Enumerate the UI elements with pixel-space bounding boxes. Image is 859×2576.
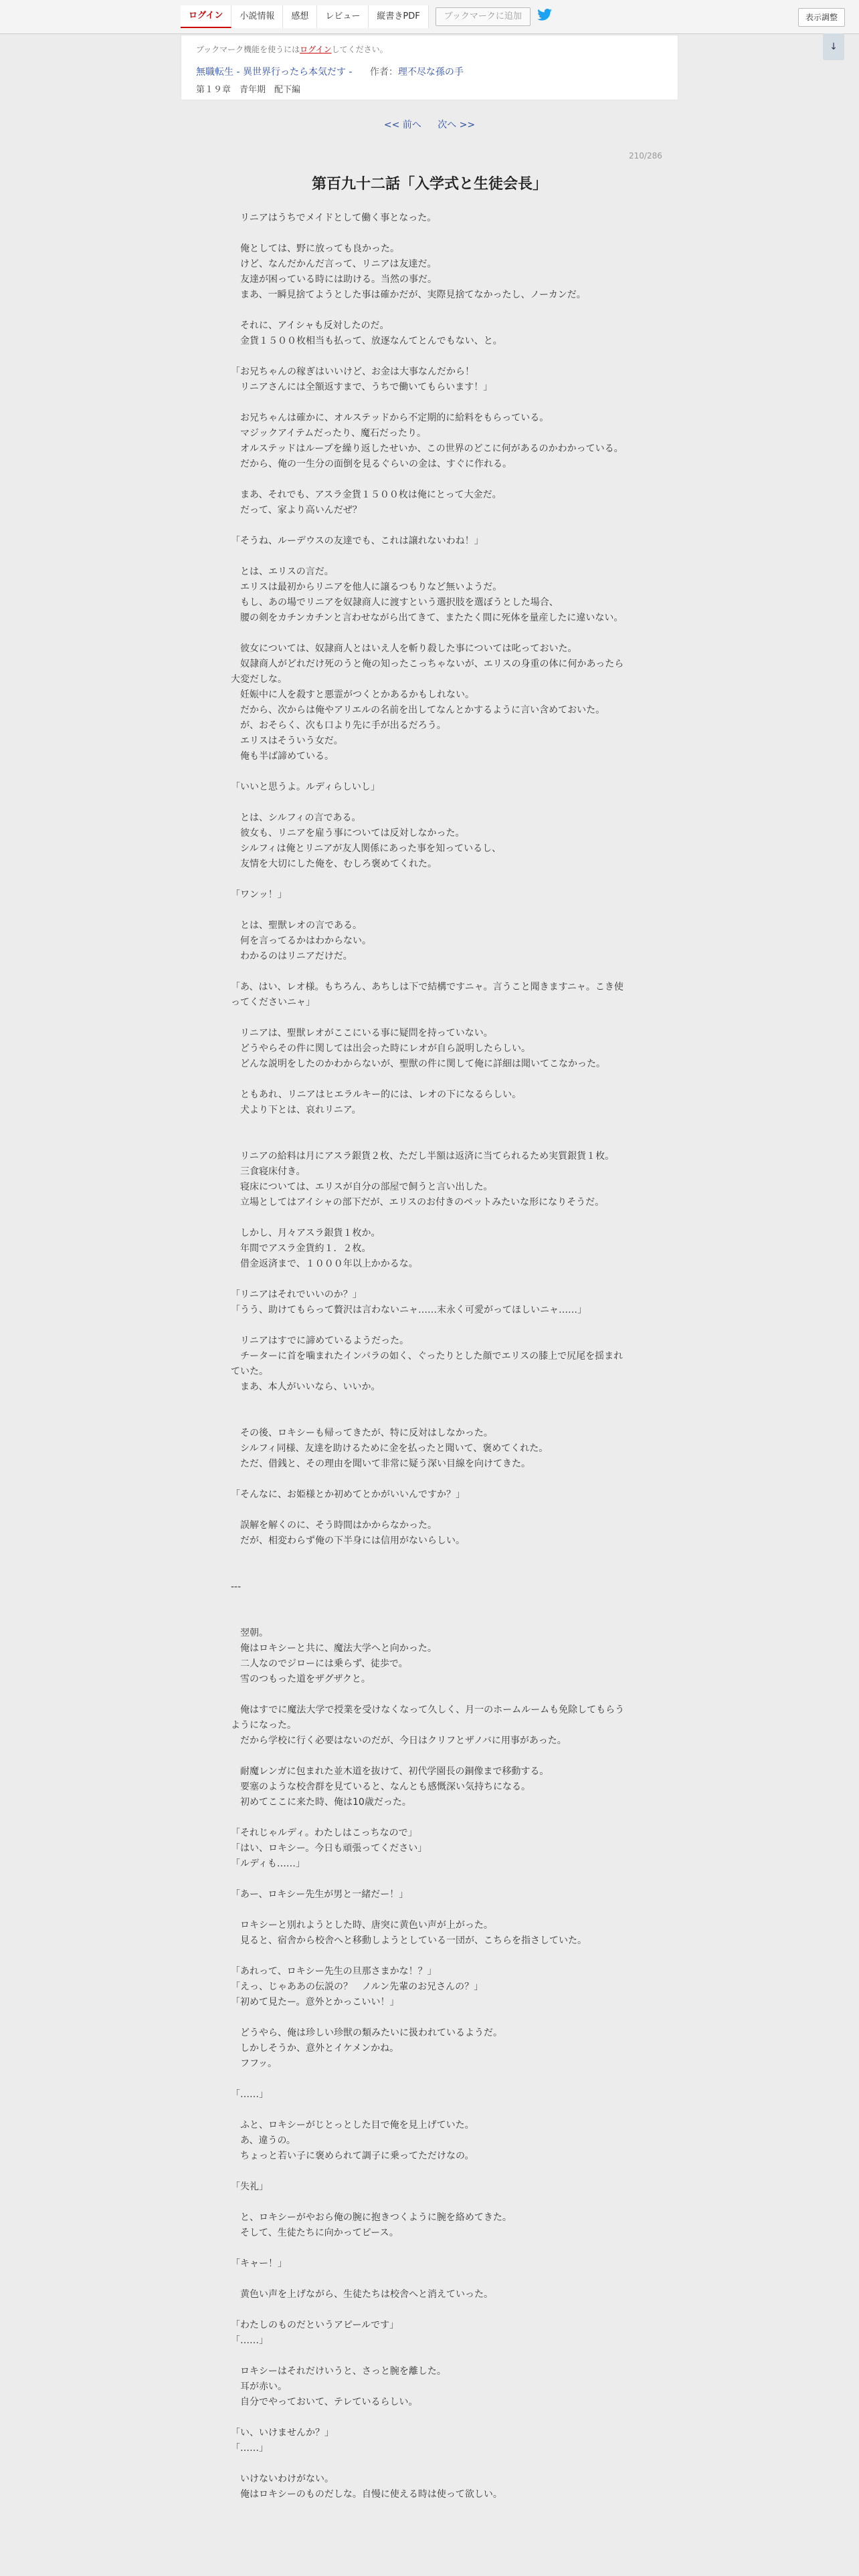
body-paragraph <box>231 2195 630 2210</box>
body-paragraph: 俺はロキシーと共に、魔法大学へと向かった。 <box>231 1643 437 1654</box>
body-paragraph: リニアはすでに諦めているようだった。 <box>231 1335 409 1346</box>
body-paragraph: いけないわけがない。 <box>231 2474 334 2484</box>
body-paragraph <box>231 1503 630 1518</box>
body-paragraph <box>231 2103 630 2118</box>
body-paragraph <box>231 2241 630 2256</box>
review-link[interactable]: レビュー <box>317 5 369 28</box>
body-paragraph: それに、アイシャも反対したのだ。 <box>231 320 389 331</box>
body-paragraph <box>231 964 630 980</box>
body-paragraph: まあ、本人がいいなら、いいか。 <box>231 1382 381 1392</box>
body-paragraph: どうやら、俺は珍しい珍獣の類みたいに扱われているようだ。 <box>231 2028 502 2038</box>
body-paragraph: とは、シルフィの言である。 <box>231 813 361 823</box>
body-paragraph <box>231 903 630 918</box>
body-paragraph: 「あー、ロキシー先生が男と一緒だー！」 <box>231 1889 409 1900</box>
body-paragraph: 三食寝床付き。 <box>231 1166 306 1177</box>
body-paragraph: 「い、いけませんか？」 <box>231 2428 334 2438</box>
body-paragraph <box>231 349 630 364</box>
body-paragraph <box>231 1318 630 1333</box>
body-paragraph: 俺はすでに魔法大学で授業を受けなくなって久しく、月一のホームルームも免除してもらうようになった。 <box>231 1705 625 1731</box>
body-paragraph: だから学校に行く必要はないのだが、今日はクリフとザノバに用事があった。 <box>231 1735 567 1746</box>
login-link[interactable]: ログイン <box>181 5 231 28</box>
body-paragraph <box>231 1595 630 1610</box>
body-paragraph <box>231 549 630 564</box>
body-paragraph: --- <box>231 1582 242 1592</box>
body-paragraph: 腰の剣をカチンカチンと言わせながら出てきて、またたく間に死体を量産したに違いない。 <box>231 613 624 623</box>
body-paragraph <box>231 2072 630 2087</box>
body-paragraph <box>231 2349 630 2364</box>
body-paragraph: 友達が困っている時には助ける。当然の事だ。 <box>231 274 437 285</box>
display-settings-button[interactable]: 表示調整 <box>798 8 845 27</box>
body-paragraph: 「わたしのものだというアピールです」 <box>231 2320 399 2331</box>
body-paragraph: まあ、それでも、アスラ金貨１５００枚は俺にとって大金だ。 <box>231 490 502 500</box>
body-paragraph: 「うう、助けてもらって贅沢は言わないニャ……末永く可愛がってほしいニャ……」 <box>231 1305 587 1315</box>
body-paragraph: 要塞のような校舎群を見ていると、なんとも感慨深い気持ちになる。 <box>231 1782 531 1792</box>
body-paragraph: とは、聖獣レオの言である。 <box>231 920 362 931</box>
body-paragraph <box>231 1549 630 1564</box>
body-paragraph: リニアは、聖獣レオがここにいる事に疑問を持っていない。 <box>231 1028 493 1039</box>
body-paragraph <box>231 2010 630 2026</box>
body-paragraph: 「あ、はい、レオ様。もちろん、あちしは下で結構ですニャ。言うこと聞きますニャ。こき使ってくださいニャ」 <box>231 982 624 1008</box>
body-paragraph <box>231 1472 630 1487</box>
body-paragraph: 友情を大切にした俺を、むしろ褒めてくれた。 <box>231 859 437 869</box>
body-paragraph: 「……」 <box>231 2089 268 2100</box>
body-paragraph: リニアさんには全額返すまで、うちで働いてもらいます！」 <box>231 382 493 393</box>
body-paragraph: まあ、一瞬見捨てようとした事は確かだが、実際見捨てなかったし、ノーカンだ。 <box>231 290 586 300</box>
body-paragraph: 何を言ってるかはわからない。 <box>231 936 371 946</box>
top-navigation-bar <box>0 0 859 34</box>
body-paragraph: リニアの給料は月にアスラ銀貨２枚、ただし半額は返済に当てられるため実質銀貨１枚。 <box>231 1151 615 1162</box>
body-paragraph <box>231 1134 630 1149</box>
body-paragraph: 彼女については、奴隷商人とはいえ人を斬り殺した事については叱っておいた。 <box>231 643 577 654</box>
body-paragraph: 自分でやっておいて、テレているらしい。 <box>231 2397 418 2407</box>
body-paragraph: 見ると、宿舎から校舎へと移動しようとしている一団が、こちらを指さしていた。 <box>231 1935 587 1946</box>
body-paragraph <box>231 1272 630 1287</box>
body-paragraph: 彼女も、リニアを雇う事については反対しなかった。 <box>231 828 465 839</box>
body-paragraph: 翌朝。 <box>231 1628 268 1638</box>
novel-body <box>231 211 630 2502</box>
body-paragraph: 「そうね、ルーデウスの友達でも、これは譲れないわね！」 <box>231 536 484 546</box>
body-paragraph: しかし、月々アスラ銀貨１枚か。 <box>231 1228 381 1239</box>
body-paragraph <box>231 472 630 488</box>
body-paragraph <box>231 1810 630 1826</box>
body-paragraph <box>231 1395 630 1410</box>
body-paragraph: エリスはそういう女だ。 <box>231 736 343 746</box>
body-paragraph: とは、エリスの言だ。 <box>231 566 334 577</box>
body-paragraph: どうやらその件に関しては出会った時にレオが自ら説明したらしい。 <box>231 1043 531 1054</box>
body-paragraph: だが、相変わらず俺の下半身には信用がないらしい。 <box>231 1535 465 1546</box>
body-paragraph: お兄ちゃんは確かに、オルステッドから不定期的に給料をもらっている。 <box>231 413 549 423</box>
body-paragraph <box>231 2272 630 2287</box>
novel-info-link[interactable]: 小説情報 <box>231 5 283 28</box>
body-paragraph: 「リニアはそれでいいのか？」 <box>231 1289 362 1300</box>
body-paragraph <box>231 1118 630 1134</box>
body-paragraph <box>231 2410 630 2426</box>
body-paragraph <box>231 2302 630 2318</box>
next-link[interactable]: 次へ >> <box>438 120 476 130</box>
body-paragraph: 借金返済まで、１０００年以上かかるな。 <box>231 1259 418 1269</box>
author-label: 作者： <box>369 67 398 78</box>
body-paragraph: 「いいと思うよ。ルディらしいし」 <box>231 782 380 792</box>
body-paragraph: 年間でアスラ金貨約１．２枚。 <box>231 1243 371 1254</box>
author-link[interactable]: 理不尽な孫の手 <box>397 67 464 78</box>
body-paragraph: 「えっ、じゃああの伝説の？ ノルン先輩のお兄さんの？」 <box>231 1981 484 1992</box>
body-paragraph: リニアはうちでメイドとして働く事となった。 <box>231 213 437 223</box>
body-paragraph: 「初めて見たー。意外とかっこいい！」 <box>231 1997 399 2008</box>
body-paragraph: 「あれって、ロキシー先生の旦那さまかな！？」 <box>231 1966 437 1977</box>
body-paragraph: 雪のつもった道をザグザクと。 <box>231 1674 371 1685</box>
body-paragraph <box>231 1949 630 1964</box>
notice-prefix: ブックマーク機能を使うには <box>196 45 300 54</box>
body-paragraph: と、ロキシーがやおら俺の腕に抱きつくように腕を絡めてきた。 <box>231 2212 512 2223</box>
body-paragraph: エリスは最初からリニアを他人に譲るつもりなど無いようだ。 <box>231 582 502 593</box>
body-paragraph <box>231 2164 630 2179</box>
body-paragraph: ロキシーと別れようとした時、唐突に黄色い声が上がった。 <box>231 1920 493 1931</box>
body-paragraph: ふと、ロキシーがじとっとした目で俺を見上げていた。 <box>231 2120 474 2131</box>
body-paragraph: 俺としては、野に放っても良かった。 <box>231 243 399 254</box>
page-number: 210/286 <box>629 151 662 160</box>
body-paragraph: チーターに首を噛まれたインパラの如く、ぐったりとした顔でエリスの膝上で尻尾を揺まれていた。 <box>231 1351 624 1377</box>
body-paragraph: 耳が赤い。 <box>231 2381 287 2392</box>
body-paragraph <box>231 226 630 241</box>
body-paragraph: 俺はロキシーのものだしな。自慢に使える時は使って欲しい。 <box>231 2489 502 2500</box>
body-paragraph: ともあれ、リニアはヒエラルキー的には、レオの下になるらしい。 <box>231 1089 522 1100</box>
body-paragraph: 「……」 <box>231 2443 268 2454</box>
body-paragraph: しかしそうか、意外とイケメンかね。 <box>231 2043 399 2054</box>
page-down-arrow-icon[interactable]: ↓ <box>823 33 844 60</box>
body-paragraph: 「ルディも……」 <box>231 1858 305 1869</box>
body-paragraph <box>231 395 630 411</box>
body-paragraph: どんな説明をしたのかわからないが、聖獣の件に関して俺に詳細は聞いてこなかった。 <box>231 1059 605 1069</box>
body-paragraph: 耐魔レンガに包まれた並木道を抜けて、初代学園長の銅像まで移動する。 <box>231 1766 549 1777</box>
body-paragraph: 「ワンッ！」 <box>231 889 287 900</box>
notice-suffix: してください。 <box>331 45 388 54</box>
body-paragraph: 「お兄ちゃんの稼ぎはいいけど、お金は大事なんだから！ <box>231 366 474 377</box>
add-bookmark-button[interactable]: ブックマークに追加 <box>436 7 531 26</box>
episode-title: 第百九十二話「入学式と生徒会長」 <box>311 176 547 193</box>
body-paragraph: あ、違うの。 <box>231 2135 296 2146</box>
body-paragraph: 寝床については、エリスが自分の部屋で飼うと言い出した。 <box>231 1182 493 1192</box>
body-paragraph: 俺も半ば諦めている。 <box>231 751 334 762</box>
series-line <box>196 65 464 78</box>
body-paragraph: ただ、借銭と、その理由を聞いて非常に疑う深い目線を向けてきた。 <box>231 1459 531 1469</box>
main-nav <box>181 5 559 28</box>
body-paragraph <box>231 2456 630 2472</box>
body-paragraph: 二人なのでジローには乗らず、徒歩で。 <box>231 1658 408 1669</box>
body-paragraph <box>231 764 630 780</box>
body-paragraph: 犬より下とは、哀れリニア。 <box>231 1105 361 1115</box>
body-paragraph: 金貨１５００枚相当も払って、放逐なんてとんでもない、と。 <box>231 336 502 346</box>
twitter-bird-icon[interactable] <box>531 5 559 28</box>
body-paragraph: だから、俺の一生分の面倒を見るぐらいの金は、すぐに作れる。 <box>231 459 512 469</box>
body-paragraph: シルフィ同様、友達を助けるために金を払ったと聞いて、褒めてくれた。 <box>231 1443 549 1454</box>
body-paragraph: ロキシーはそれだけいうと、さっと腕を離した。 <box>231 2366 446 2377</box>
prev-link[interactable]: << 前へ <box>383 120 421 130</box>
body-paragraph <box>231 1564 630 1580</box>
body-paragraph: けど、なんだかんだ言って、リニアは友達だ。 <box>231 259 437 270</box>
body-paragraph <box>231 1410 630 1426</box>
body-paragraph: フフッ。 <box>231 2058 278 2069</box>
body-paragraph: わかるのはリニアだけだ。 <box>231 951 353 962</box>
body-paragraph <box>231 795 630 811</box>
body-paragraph: 立場としてはアイシャの部下だが、エリスのお付きのペットみたいな形になりそうだ。 <box>231 1197 605 1208</box>
body-paragraph: シルフィは俺とリニアが友人関係にあった事を知っているし、 <box>231 843 502 854</box>
body-paragraph: オルステッドはループを繰り返したせいか、この世界のどこに何があるのかわかっている。 <box>231 443 624 454</box>
body-paragraph: が、おそらく、次も口より先に手が出るだろう。 <box>231 720 446 731</box>
body-paragraph <box>231 1903 630 1918</box>
body-paragraph: 「失礼」 <box>231 2181 268 2192</box>
body-paragraph: 「そんなに、お姫様とか初めてとかがいいんですか？」 <box>231 1489 465 1500</box>
episode-pager <box>0 118 859 131</box>
body-paragraph <box>231 1210 630 1226</box>
body-paragraph: マジックアイテムだったり、魔石だったり。 <box>231 428 427 439</box>
body-paragraph: 「キャー！」 <box>231 2258 287 2269</box>
body-paragraph <box>231 1610 630 1626</box>
body-paragraph <box>231 1010 630 1026</box>
novel-info-box <box>181 35 678 100</box>
body-paragraph: その後、ロキシーも帰ってきたが、特に反対はしなかった。 <box>231 1428 493 1438</box>
body-paragraph: もし、あの場でリニアを奴隷商人に渡すという選択肢を選ぼうとした場合、 <box>231 597 559 608</box>
body-paragraph: 初めてここに来た時、俺は10歳だった。 <box>231 1797 411 1808</box>
body-paragraph: だから、次からは俺やアリエルの名前を出してなんとかするように言い含めておいた。 <box>231 705 605 716</box>
chapter-title: 第１９章 青年期 配下編 <box>196 85 301 95</box>
body-paragraph <box>231 518 630 534</box>
body-paragraph: 誤解を解くのに、そう時間はかからなかった。 <box>231 1520 437 1531</box>
body-paragraph <box>231 626 630 641</box>
body-paragraph <box>231 1687 630 1703</box>
body-paragraph <box>231 1072 630 1087</box>
feedback-link[interactable]: 感想 <box>283 5 317 28</box>
body-paragraph: 「はい、ロキシー。今日も頑張ってください」 <box>231 1843 427 1854</box>
body-paragraph: だって、家より高いんだぜ？ <box>231 505 362 516</box>
body-paragraph <box>231 1749 630 1764</box>
bookmark-login-notice <box>196 43 388 55</box>
body-paragraph: そして、生徒たちに向かってピース。 <box>231 2228 399 2238</box>
body-paragraph: 黄色い声を上げながら、生徒たちは校舎へと消えていった。 <box>231 2289 493 2300</box>
vertical-pdf-link[interactable]: 縦書きPDF <box>369 5 428 28</box>
body-paragraph: 奴隷商人がどれだけ死のうと俺の知ったこっちゃないが、エリスの身重の体に何かあったら大変だしな。 <box>231 659 624 685</box>
series-title-link[interactable]: 無職転生 - 異世界行ったら本気だす - <box>196 67 353 78</box>
body-paragraph: 妊娠中に人を殺すと悪霊がつくとかあるかもしれない。 <box>231 689 474 700</box>
notice-login-link[interactable]: ログイン <box>300 45 332 54</box>
body-paragraph: ちょっと若い子に褒められて調子に乗ってただけなの。 <box>231 2151 474 2161</box>
body-paragraph <box>231 872 630 887</box>
body-paragraph <box>231 1872 630 1887</box>
body-paragraph <box>231 303 630 318</box>
body-paragraph: 「それじゃルディ。わたしはこっちなので」 <box>231 1828 417 1838</box>
body-paragraph: 「……」 <box>231 2335 268 2346</box>
